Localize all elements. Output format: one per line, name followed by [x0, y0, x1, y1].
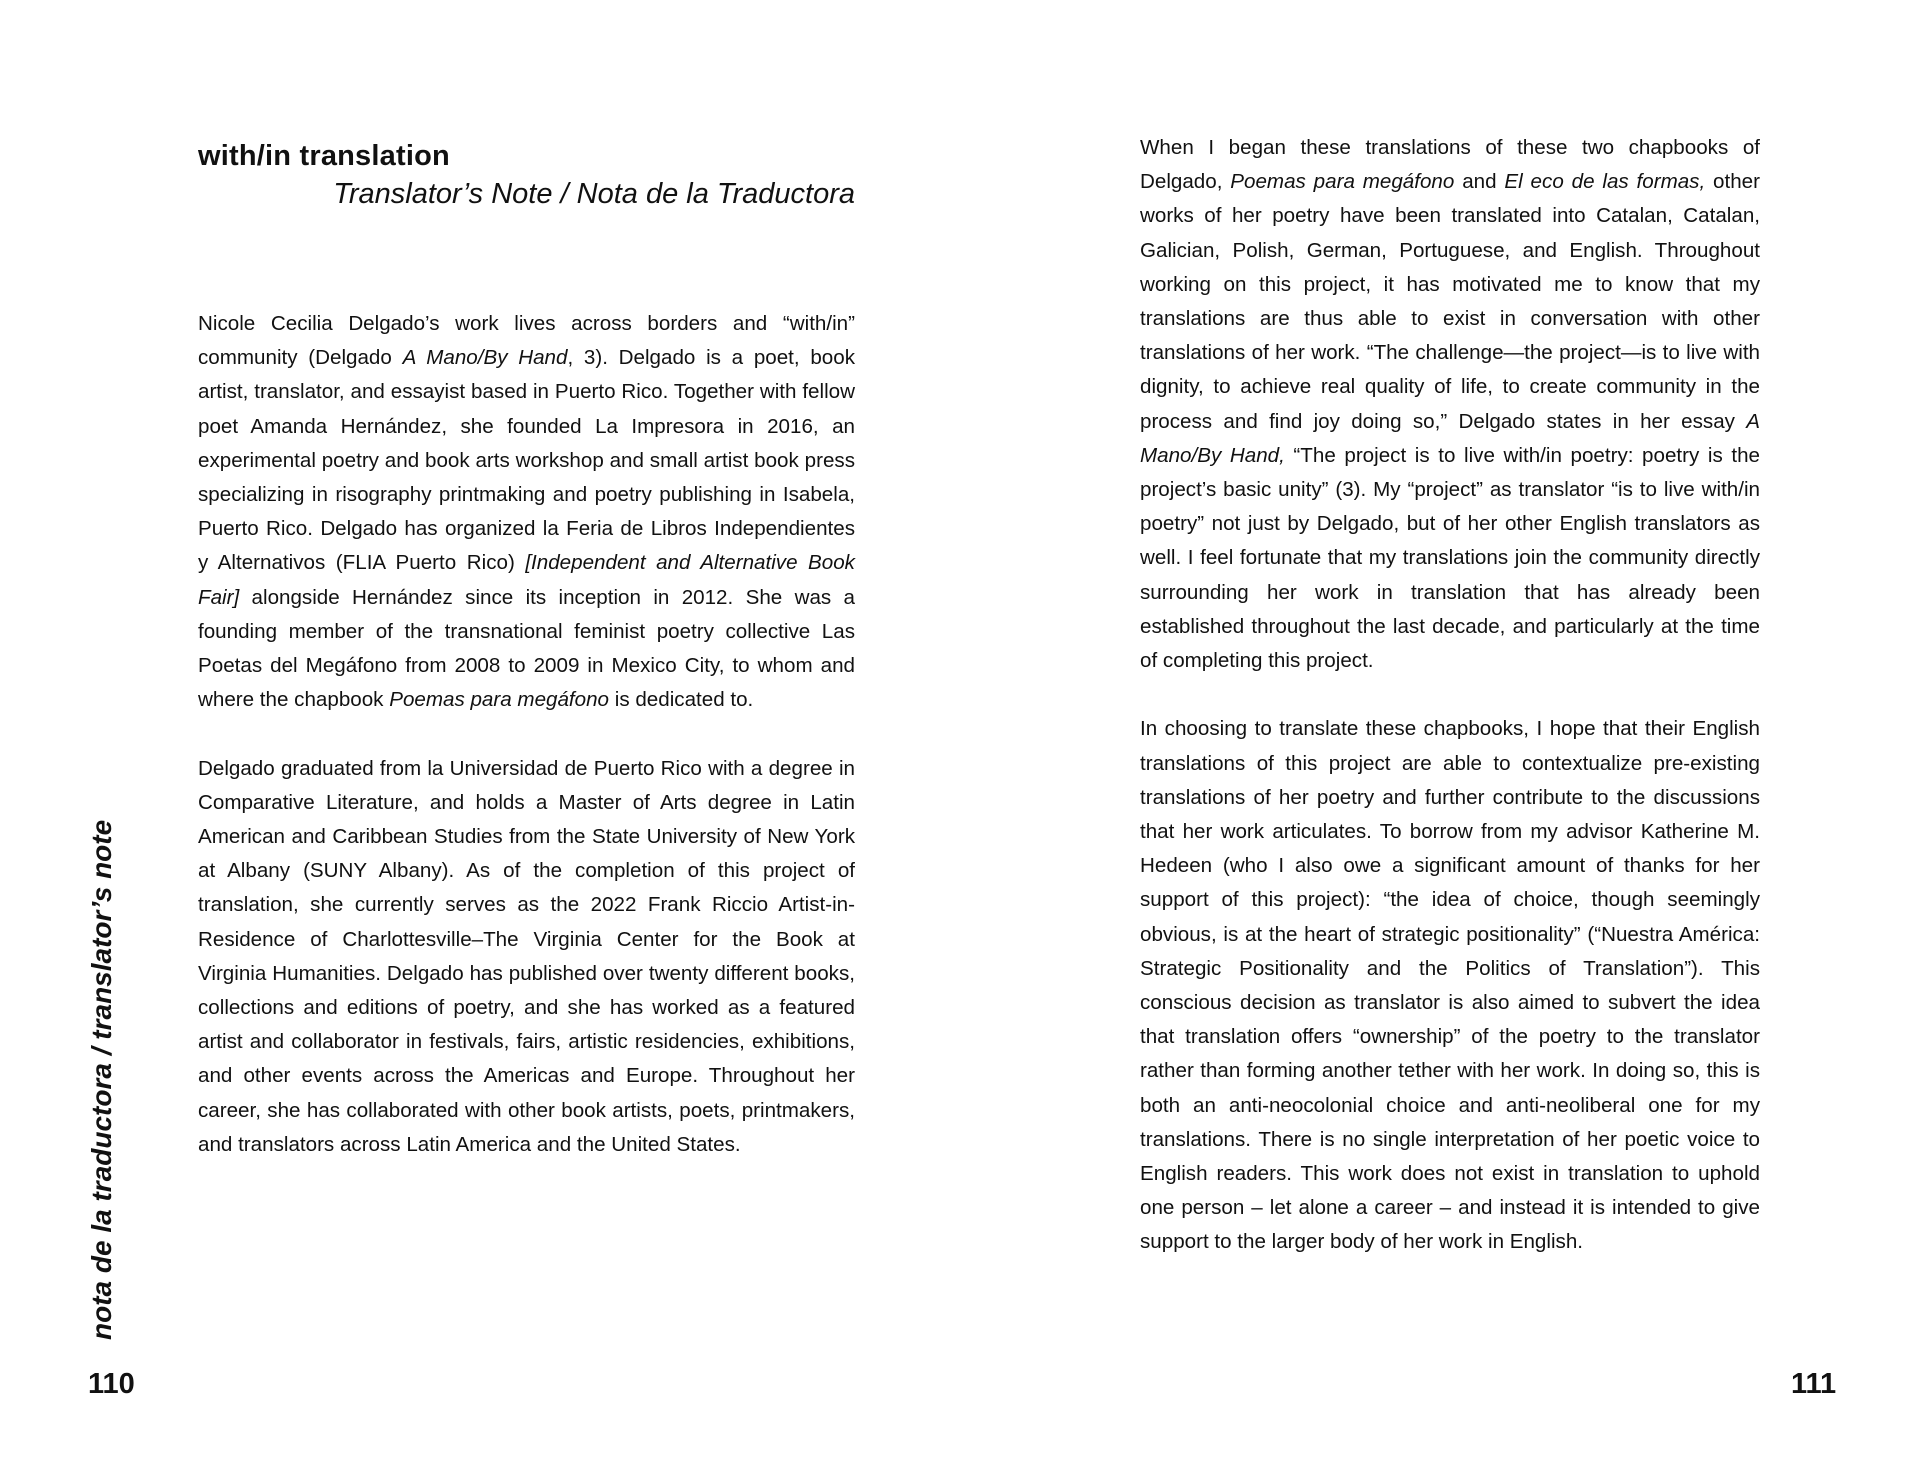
right-page [960, 0, 1920, 1484]
text-run: alongside Hernández since its inception in 2012. She was a founding member of the transnational feminist poetry collective Las Poetas del Megáfono from 2008 to 2009 in Mexico City, to whom and where the chapbook [198, 585, 855, 712]
text-run: and [1454, 170, 1505, 194]
text-run: Nicole Cecilia Delgado’s work lives across borders and “with/in” community (Delgado [198, 312, 855, 370]
text-run: When I began these translations of these two chapbooks of Delgado, [1140, 136, 1760, 194]
section-subtitle: Translator’s Note / Nota de la Traductora [333, 178, 855, 210]
italic-title: A Mano/By Hand, [1140, 409, 1760, 467]
paragraph [198, 307, 855, 717]
paragraph [1140, 712, 1760, 1259]
running-head-vertical: nota de la traductora / translator’s note [86, 819, 117, 1340]
italic-title: Poemas para megáfono [389, 688, 610, 712]
text-run: In choosing to translate these chapbooks, I hope that their English translations of this project are able to contextualize pre-existing translations of her poetry and further contribute to the discussions that her work articulates. To borrow from my advisor Katherine M. Hedeen (who I also owe a significant amount of thanks for her support of this project): “the idea of choice, though seemingly obvious, is at the heart of strategic positionality” (“Nuestra América: Strategic Positionality and the Politics of Translation”). This conscious decision as translator is also aimed to subvert the idea that translation offers “ownership” of the poetry to the translator rather than forming another tether with her work. In doing so, this is both an anti-neocolonial choice and anti-neoliberal one for my translations. There is no single interpretation of her poetic voice to English readers. This work does not exist in translation to uphold one person – let alone a career – and instead it is intended to give support to the larger body of her work in English. [1140, 717, 1760, 1254]
text-run: , 3). Delgado is a poet, book artist, translator, and essayist based in Puerto Rico. Together with fellow poet Amanda Hernández, she founded La Impresora in 2016, an experimental poetry and book arts workshop and small artist book press specializing in risography printmaking and poetry publishing in Isabela, Puerto Rico. Delgado has organized la Feria de Libros Independientes y Alternativos (FLIA Puerto Rico) [198, 346, 855, 575]
left-body-text [198, 307, 855, 1162]
italic-translation: [Independent and Alternative Book Fair] [198, 551, 855, 609]
page-number: 110 [88, 1368, 135, 1400]
text-run: is dedicated to. [609, 688, 754, 712]
section-title: with/in translation [198, 140, 450, 172]
paragraph [1140, 131, 1760, 678]
section-heading [198, 138, 858, 214]
italic-title: El eco de las formas, [1504, 170, 1706, 194]
page-number: 111 [1791, 1368, 1837, 1400]
paragraph [198, 752, 855, 1162]
italic-title: Poemas para megáfono [1230, 170, 1455, 194]
text-run: “The project is to live with/in poetry: poetry is the project’s basic unity” (3). My “project” as translator “is to live with/in poetry” not just by Delgado, but of her other English translators as well. I feel fortunate that my translations join the community directly surrounding her work in translation that has already been established throughout the last decade, and particularly at the time of completing this project. [1140, 443, 1760, 673]
text-run: other works of her poetry have been translated into Catalan, Catalan, Galician, Polish, German, Portuguese, and English. Throughout working on this project, it has motivated me to know that my translations are thus able to exist in conversation with other translations of her work. “The challenge—the project—is to live with dignity, to achieve real quality of life, to create community in the process and find joy doing so,” Delgado states in her essay [1140, 170, 1760, 433]
text-run: Delgado graduated from la Universidad de Puerto Rico with a degree in Comparative Literature, and holds a Master of Arts degree in Latin American and Caribbean Studies from the State University of New York at Albany (SUNY Albany). As of the completion of this project of translation, she currently serves as the 2022 Frank Riccio Artist-in-Residence of Charlottesville–The Virginia Center for the Book at Virginia Humanities. Delgado has published over twenty different books, collections and editions of poetry, and she has worked as a featured artist and collaborator in festivals, fairs, artistic residencies, exhibitions, and other events across the Americas and Europe. Throughout her career, she has collaborated with other book artists, poets, printmakers, and translators across Latin America and the United States. [198, 756, 855, 1156]
italic-title: A Mano/By Hand [402, 346, 568, 370]
right-body-text [1140, 131, 1760, 1260]
